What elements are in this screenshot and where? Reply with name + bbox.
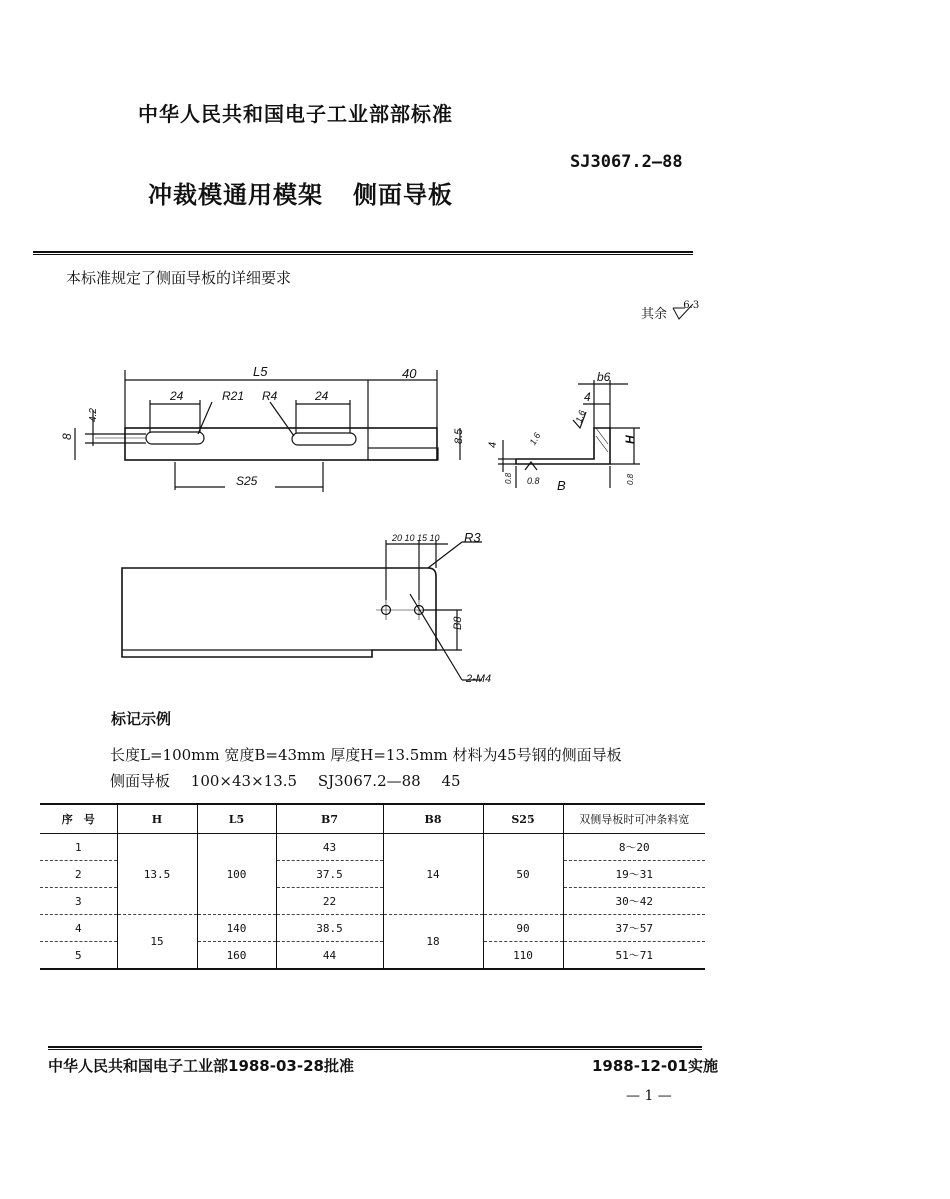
cell-width: 30～42 bbox=[563, 888, 705, 915]
cell-width: 19～31 bbox=[563, 861, 705, 888]
bottom-view bbox=[122, 540, 482, 680]
col-b8: B8 bbox=[383, 804, 483, 834]
cell-no: 3 bbox=[40, 888, 117, 915]
cell-no: 1 bbox=[40, 834, 117, 861]
dim-r4: R4 bbox=[262, 389, 278, 403]
dim-24-left: 24 bbox=[170, 389, 184, 403]
page-number: — 1 — bbox=[626, 1088, 672, 1104]
dim-r21: R21 bbox=[222, 389, 245, 403]
cell-width: 51～71 bbox=[563, 942, 705, 970]
example-part-size: 100×43×13.5 bbox=[190, 772, 298, 790]
intro-text: 本标准规定了侧面导板的详细要求 bbox=[66, 269, 292, 287]
standard-code: SJ3067.2—88 bbox=[570, 152, 683, 172]
cell-l5: 140 bbox=[197, 915, 276, 942]
roughness-value: 6.3 bbox=[683, 300, 700, 311]
issuing-org: 中华人民共和国电子工业部部标准 bbox=[138, 102, 453, 126]
dim-b: B bbox=[557, 478, 566, 493]
dim-40: 40 bbox=[402, 366, 417, 381]
cell-s25: 110 bbox=[483, 942, 563, 970]
col-width: 双侧导板时可冲条料宽 bbox=[563, 804, 705, 834]
title-sub: 侧面导板 bbox=[353, 181, 453, 209]
cell-l5: 160 bbox=[197, 942, 276, 970]
cell-b7: 43 bbox=[276, 834, 383, 861]
col-b7: B7 bbox=[276, 804, 383, 834]
cell-no: 4 bbox=[40, 915, 117, 942]
cell-width: 8～20 bbox=[563, 834, 705, 861]
cell-b7: 37.5 bbox=[276, 861, 383, 888]
dim-h: H bbox=[623, 435, 637, 444]
dim-rough-side: 1.6 bbox=[527, 430, 543, 447]
footer-rule-thin bbox=[48, 1049, 702, 1050]
table-header-row bbox=[40, 804, 705, 834]
dim-bottom-spacing: 20 10 15 10 bbox=[392, 533, 440, 543]
dim-4-top: 4 bbox=[584, 390, 591, 404]
dim-4-side: 4 bbox=[487, 441, 499, 448]
dim-b6: b6 bbox=[597, 370, 611, 384]
example-line-1: 长度L=100mm 宽度B=43mm 厚度H=13.5mm 材料为45号钢的侧面导板 bbox=[110, 746, 622, 764]
dim-4-2: 4.2 bbox=[88, 408, 99, 422]
cell-b7: 22 bbox=[276, 888, 383, 915]
dim-8: 8 bbox=[60, 433, 74, 440]
cell-s25: 50 bbox=[483, 834, 563, 915]
example-part-material: 45 bbox=[441, 772, 461, 790]
example-title: 标记示例 bbox=[111, 710, 172, 728]
cell-l5: 100 bbox=[197, 834, 276, 915]
col-no: 序 号 bbox=[40, 804, 117, 834]
dim-s25: S25 bbox=[236, 474, 258, 488]
dim-l5: L5 bbox=[253, 364, 268, 379]
cell-b7: 44 bbox=[276, 942, 383, 970]
dim-2-m4: 2-M4 bbox=[466, 673, 492, 685]
approval-note: 中华人民共和国电子工业部1988-03-28批准 bbox=[48, 1057, 354, 1075]
dim-b8: B8 bbox=[452, 616, 464, 630]
title-main: 冲裁模通用模架 bbox=[148, 181, 323, 209]
dim-8-5: 8.5 bbox=[453, 428, 465, 444]
dim-0-8-a: 0.8 bbox=[504, 472, 513, 484]
dim-0-8-c: 0.8 bbox=[626, 473, 635, 485]
cell-h: 15 bbox=[117, 915, 197, 970]
col-s25: S25 bbox=[483, 804, 563, 834]
cell-b8: 14 bbox=[383, 834, 483, 915]
cell-h: 13.5 bbox=[117, 834, 197, 915]
table-row bbox=[40, 834, 705, 861]
effective-date: 1988-12-01实施 bbox=[592, 1057, 718, 1075]
footer-rule bbox=[48, 1046, 702, 1048]
dim-r3: R3 bbox=[464, 530, 481, 545]
example-part-code: SJ3067.2—88 bbox=[317, 772, 421, 790]
cell-s25: 90 bbox=[483, 915, 563, 942]
side-view bbox=[498, 380, 640, 488]
dim-24-right: 24 bbox=[315, 389, 329, 403]
dim-0-8-b: 0.8 bbox=[527, 476, 540, 486]
example-line-2 bbox=[110, 770, 475, 791]
col-l5: L5 bbox=[197, 804, 276, 834]
example-part-name: 侧面导板 bbox=[110, 772, 171, 790]
cell-no: 5 bbox=[40, 942, 117, 970]
cell-no: 2 bbox=[40, 861, 117, 888]
cell-b8: 18 bbox=[383, 915, 483, 970]
col-h: H bbox=[117, 804, 197, 834]
dim-1-6: 1.6 bbox=[573, 408, 588, 424]
cell-width: 37～57 bbox=[563, 915, 705, 942]
table-row bbox=[40, 915, 705, 942]
cell-b7: 38.5 bbox=[276, 915, 383, 942]
spec-table bbox=[40, 803, 705, 970]
roughness-label: 其余 bbox=[641, 307, 668, 322]
